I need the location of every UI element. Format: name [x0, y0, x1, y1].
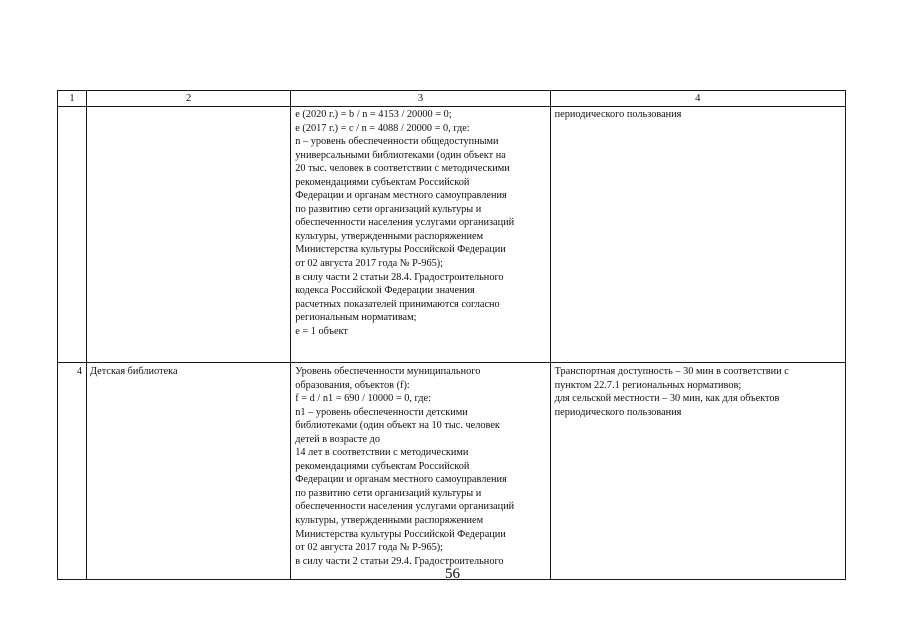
header-cell-4: 4 [550, 91, 845, 107]
text-line: обеспеченности населения услугами организаций [295, 217, 515, 229]
text-line: для сельской местности – 30 мин, как для объектов [554, 393, 780, 405]
object-name [87, 107, 291, 363]
text-line: от 02 августа 2017 года № Р-965); [295, 258, 444, 270]
text-line: пунктом 22.7.1 региональных нормативов; [554, 379, 742, 391]
text-line: региональным нормативам; [295, 312, 417, 324]
text-line: культуры, утвержденными распоряжением [295, 230, 484, 242]
accessibility-cell [550, 363, 845, 580]
accessibility-cell [550, 107, 845, 363]
text-line: рекомендациями субъектам Российской [295, 460, 470, 472]
object-name: Детская библиотека [87, 363, 291, 580]
text-line: образования, объектов (f): [295, 379, 410, 391]
text-line: Уровень обеспеченности муниципального [295, 366, 481, 377]
norms-table [57, 90, 846, 580]
table-row-continuation [58, 107, 846, 363]
text-line: n1 – уровень обеспеченности детскими [295, 406, 468, 418]
text-line: 20 тыс. человек в соответствии с методическими [295, 163, 510, 175]
text-line: библиотеками (один объект на 10 тыс. человек [295, 420, 500, 432]
text-line: универсальными библиотеками (один объект на [295, 149, 506, 161]
text-line: расчетных показателей принимаются согласно [295, 298, 500, 310]
text-line: по развитию сети организаций культуры и [295, 203, 482, 215]
table-header-row [58, 91, 846, 107]
text-line: e = 1 объект [295, 325, 348, 337]
calculation-cell [291, 107, 550, 363]
table-row-childrens-library [58, 363, 846, 580]
text-line: n – уровень обеспеченности общедоступными [295, 136, 499, 148]
text-line: культуры, утвержденными распоряжением [295, 515, 484, 527]
text-line: e (2020 г.) = b / n = 4153 / 20000 = 0; [295, 109, 452, 120]
text-line: Федерации и органам местного самоуправления [295, 190, 507, 202]
calculation-cell [291, 363, 550, 580]
text-line: от 02 августа 2017 года № Р-965); [295, 542, 444, 554]
text-line: Федерации и органам местного самоуправления [295, 474, 507, 486]
row-number [58, 107, 87, 363]
text-line: Министерства культуры Российской Федерации [295, 244, 506, 256]
text-line: в силу части 2 статьи 28.4. Градостроительного [295, 271, 504, 283]
text-line: Министерства культуры Российской Федерации [295, 528, 506, 540]
text-line: Транспортная доступность – 30 мин в соответствии с [554, 366, 789, 377]
text-line: кодекса Российской Федерации значения [295, 285, 475, 297]
row-number: 4 [58, 363, 87, 580]
text-line: e (2017 г.) = c / n = 4088 / 20000 = 0, где: [295, 122, 470, 134]
text-line: детей в возрасте до [295, 433, 381, 445]
text-line: по развитию сети организаций культуры и [295, 487, 482, 499]
text-line: обеспеченности населения услугами организаций [295, 501, 515, 513]
text-line: рекомендациями субъектам Российской [295, 176, 470, 188]
text-line: f = d / n1 = 690 / 10000 = 0, где: [295, 393, 431, 405]
header-cell-2: 2 [87, 91, 291, 107]
header-cell-1: 1 [58, 91, 87, 107]
text-line: периодического пользования [554, 406, 682, 418]
text-line: в силу части 2 статьи 29.4. Градостроительного [295, 555, 504, 567]
text-line: периодического пользования [554, 109, 682, 120]
page-number: 56 [445, 566, 460, 582]
header-cell-3: 3 [291, 91, 550, 107]
text-line: 14 лет в соответствии с методическими [295, 447, 469, 459]
